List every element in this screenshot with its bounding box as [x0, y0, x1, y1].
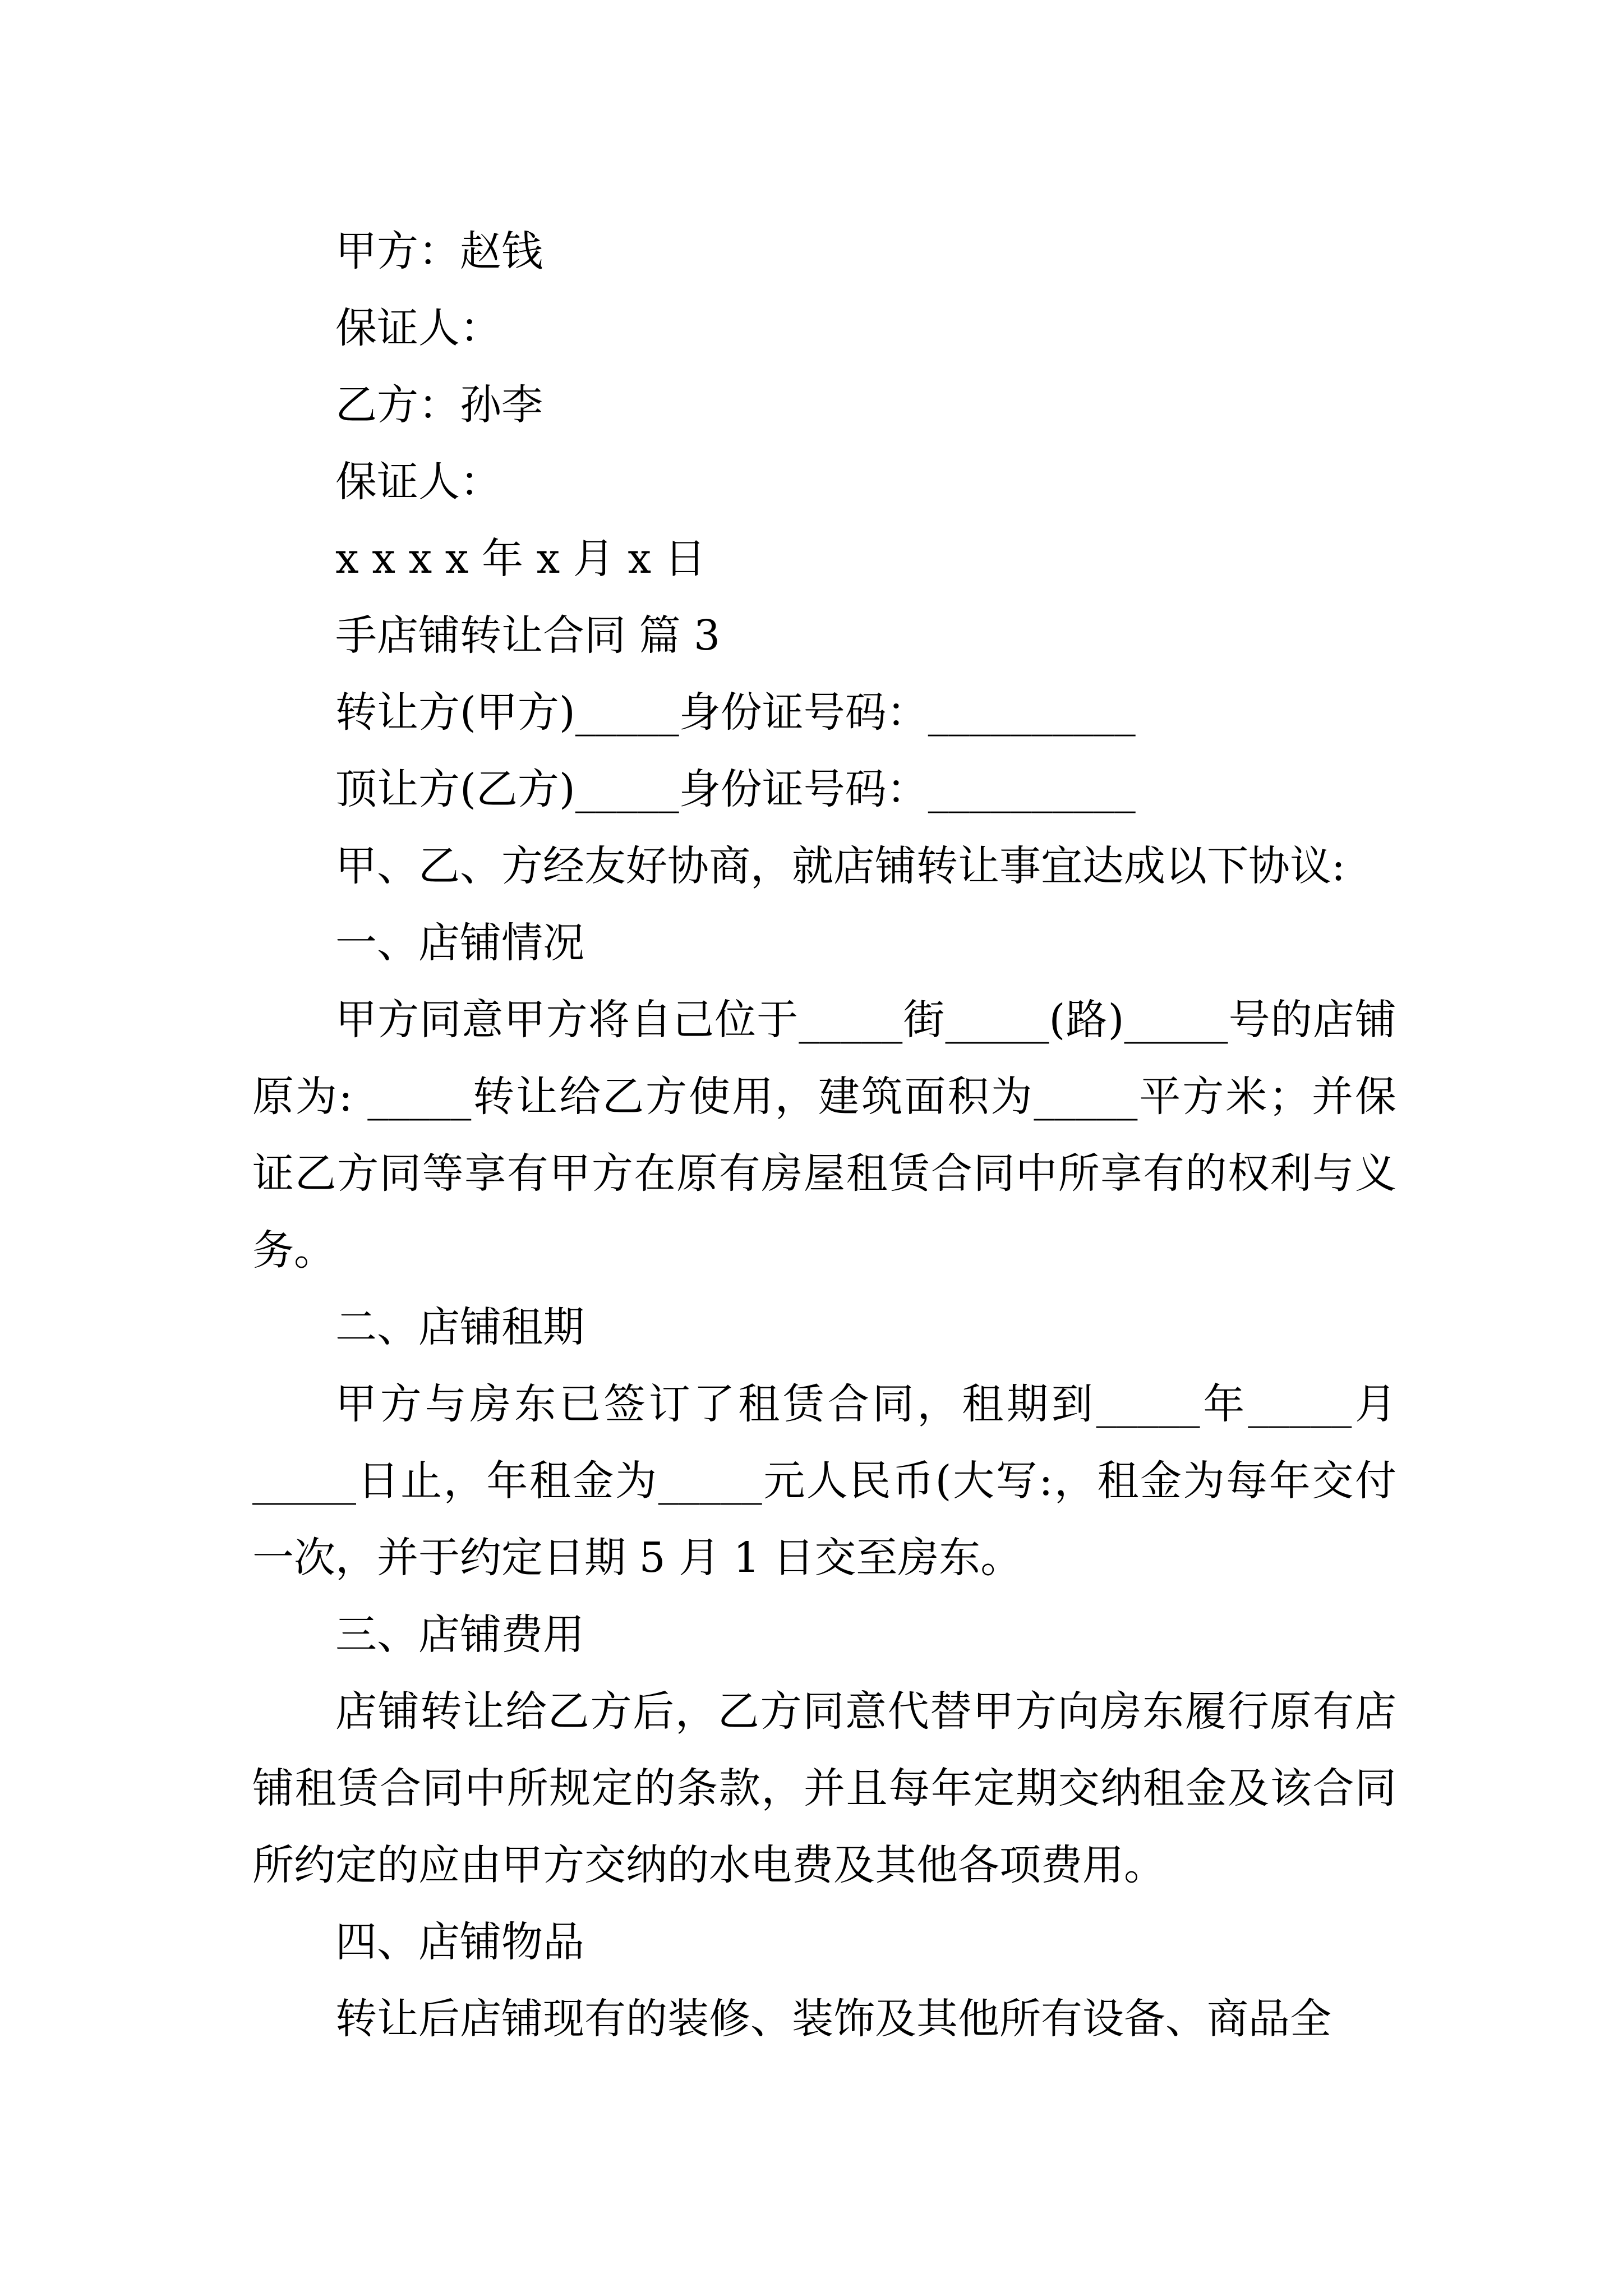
guarantor-b-line: 保证人：: [335, 458, 501, 506]
contract-text: [252, 213, 1396, 2058]
section-body-4: 转让后店铺现有的装修、装饰及其他所有设备、商品全: [335, 1995, 1331, 2043]
party-b-line: 乙方：孙李: [335, 381, 543, 429]
date-line: x x x x 年 x 月 x 日: [335, 535, 706, 583]
section-heading-4: 四、店铺物品: [335, 1918, 584, 1966]
section-heading-2: 二、店铺租期: [335, 1303, 584, 1351]
party-a-line: 甲方：赵钱: [335, 227, 543, 275]
transferee-line: 顶让方(乙方)_____身份证号码：__________: [335, 765, 1136, 813]
guarantor-a-line: 保证人：: [335, 304, 501, 352]
section-heading-3: 三、店铺费用: [335, 1611, 584, 1659]
intro-paragraph: 甲、乙、方经友好协商，就店铺转让事宜达成以下协议:: [335, 842, 1345, 890]
section-heading-1: 一、店铺情况: [335, 919, 584, 967]
transferor-line: 转让方(甲方)_____身份证号码：__________: [335, 688, 1136, 737]
section-body-1: 甲方同意甲方将自己位于_____街_____(路)_____号的店铺原为: _____转让给乙方使用，建筑面积为_____平方米；并保证乙方同等享有甲方在原有房屋租赁合同中所享有的权利与义务。: [252, 996, 1396, 1274]
section-body-3: 店铺转让给乙方后，乙方同意代替甲方向房东履行原有店铺租赁合同中所规定的条款，并且每年定期交纳租金及该合同所约定的应由甲方交纳的水电费及其他各项费用。: [252, 1687, 1396, 1889]
section-body-2: 甲方与房东已签订了租赁合同，租期到_____年_____月_____日止，年租金为_____元人民币(大写:，租金为每年交付一次，并于约定日期 5 月 1 日交至房东。: [252, 1380, 1396, 1582]
contract-title: 手店铺转让合同 篇 3: [335, 611, 721, 660]
